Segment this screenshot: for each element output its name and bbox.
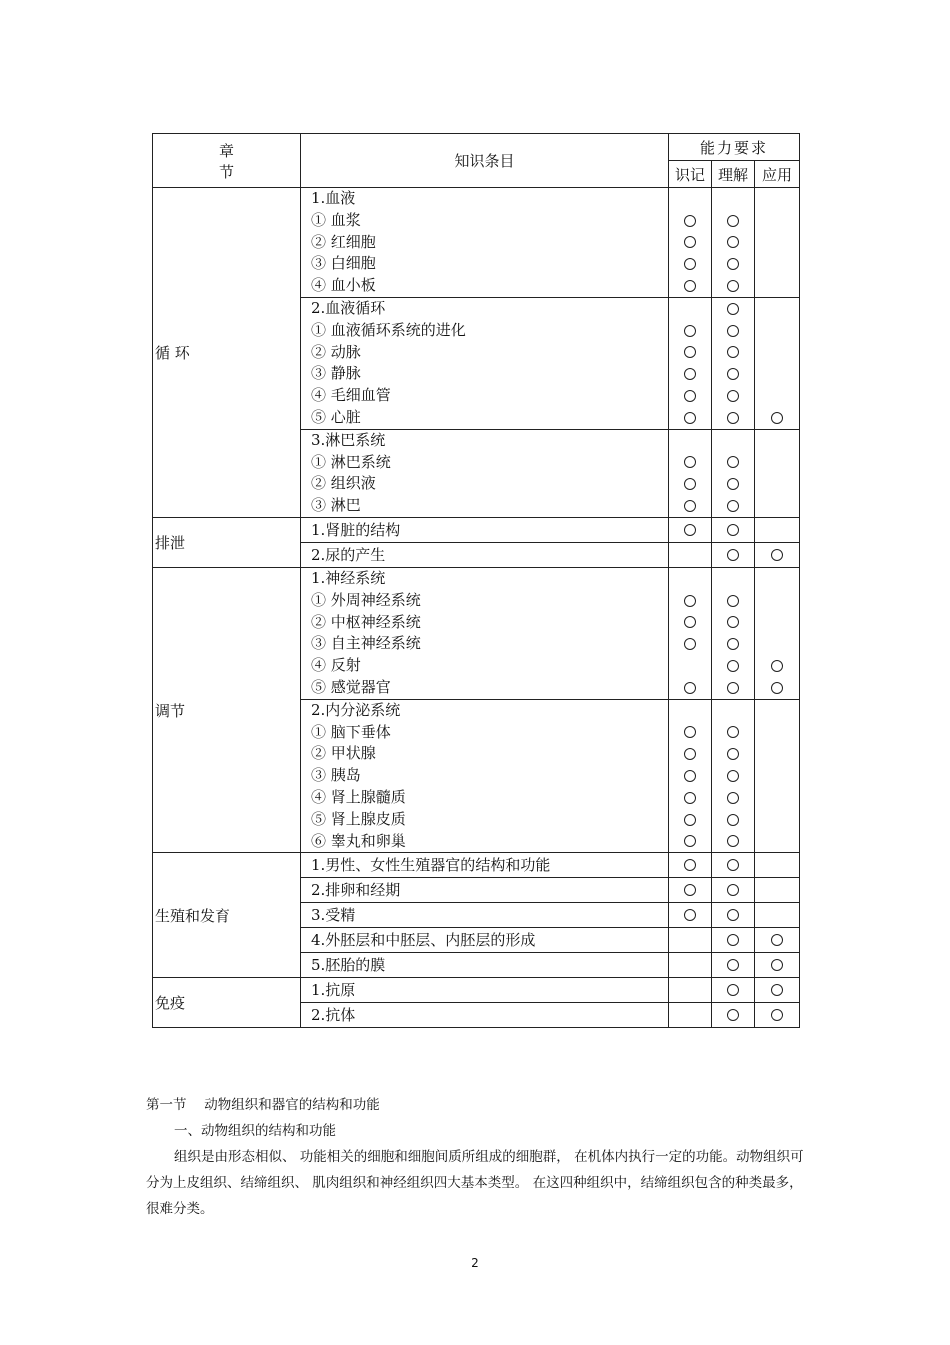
circle-mark-icon: [684, 456, 696, 468]
circle-mark-icon: [727, 595, 739, 607]
apply-mark-cell: [755, 903, 800, 928]
circle-mark-icon: [771, 1009, 783, 1021]
knowledge-item: ① 淋巴系统: [311, 452, 391, 471]
circle-mark-icon: [727, 524, 739, 536]
circle-mark-icon: [771, 549, 783, 561]
knowledge-item: 2.抗体: [311, 1006, 356, 1025]
understand-mark: [712, 903, 754, 927]
knowledge-item: ④ 毛细血管: [311, 386, 391, 405]
header-apply: 应用: [755, 161, 800, 188]
memorize-mark: [669, 1003, 711, 1027]
circle-mark-icon: [684, 258, 696, 270]
apply-mark-cell: [755, 978, 800, 1003]
table-body: [153, 188, 800, 1028]
circle-mark-icon: [727, 835, 739, 847]
understand-mark: [712, 700, 754, 722]
understand-mark-cell: [712, 853, 755, 878]
memorize-mark: [669, 385, 711, 407]
circle-mark-icon: [771, 984, 783, 996]
table-row: [153, 978, 800, 1003]
memorize-mark-cell: [669, 928, 712, 953]
knowledge-item-cell: [301, 517, 669, 542]
apply-mark-cell: [755, 188, 800, 298]
knowledge-item-cell: [301, 978, 669, 1003]
circle-mark-icon: [727, 682, 739, 694]
understand-mark: [712, 655, 754, 677]
understand-mark: [712, 253, 754, 275]
apply-mark: [755, 210, 799, 232]
apply-mark: [755, 612, 799, 634]
memorize-mark: [669, 978, 711, 1002]
apply-mark: [755, 590, 799, 612]
knowledge-item-cell: [301, 853, 669, 878]
circle-mark-icon: [684, 412, 696, 424]
knowledge-item: ③ 胰岛: [311, 766, 361, 785]
apply-mark: [755, 1003, 799, 1027]
subsection-heading: 一、动物组织的结构和功能: [174, 1123, 336, 1139]
knowledge-item: ⑥ 睾丸和卵巢: [311, 831, 406, 850]
circle-mark-icon: [727, 303, 739, 315]
understand-mark-cell: [712, 429, 755, 517]
ability-requirements-table: [152, 133, 800, 1028]
apply-mark: [755, 385, 799, 407]
circle-mark-icon: [727, 412, 739, 424]
header-chapter: 章节: [153, 134, 301, 188]
knowledge-item: ② 动脉: [311, 342, 361, 361]
memorize-mark: [669, 655, 711, 677]
apply-mark-cell: [755, 878, 800, 903]
group-title: 3.淋巴系统: [311, 430, 386, 449]
apply-mark: [755, 473, 799, 495]
section-heading: 第一节 动物组织和器官的结构和功能: [146, 1097, 380, 1113]
memorize-mark: [669, 298, 711, 320]
knowledge-group: [301, 699, 669, 853]
knowledge-item: 2.排卵和经期: [311, 881, 401, 900]
circle-mark-icon: [684, 500, 696, 512]
apply-mark-cell: [755, 542, 800, 567]
knowledge-item: ④ 血小板: [311, 276, 376, 295]
circle-mark-icon: [727, 456, 739, 468]
group-title: 2.血液循环: [311, 298, 386, 317]
understand-mark: [712, 363, 754, 385]
circle-mark-icon: [727, 478, 739, 490]
memorize-mark-cell: [669, 542, 712, 567]
understand-mark-cell: [712, 953, 755, 978]
understand-mark: [712, 473, 754, 495]
understand-mark: [712, 543, 754, 567]
apply-mark: [755, 495, 799, 517]
circle-mark-icon: [684, 325, 696, 337]
chapter-name: 生殖和发育: [153, 853, 301, 978]
apply-mark: [755, 518, 799, 542]
circle-mark-icon: [727, 390, 739, 402]
chapter-name: 排泄: [153, 517, 301, 567]
apply-mark: [755, 363, 799, 385]
memorize-mark: [669, 853, 711, 877]
paragraph: 组织是由形态相似、 功能相关的细胞和细胞间质所组成的细胞群， 在机体内执行一定的功能。动物组织可分为上皮组织、结缔组织、 肌肉组织和神经组织四大基本类型。 在这四种组织中，结缔组织包含的种类最多，很难分类。: [146, 1149, 804, 1217]
knowledge-item: ② 组织液: [311, 474, 376, 493]
understand-mark: [712, 722, 754, 744]
understand-mark: [712, 743, 754, 765]
memorize-mark: [669, 452, 711, 474]
knowledge-item-cell: [301, 878, 669, 903]
apply-mark: [755, 853, 799, 877]
memorize-mark-cell: [669, 517, 712, 542]
memorize-mark: [669, 633, 711, 655]
apply-mark: [755, 878, 799, 902]
circle-mark-icon: [727, 236, 739, 248]
memorize-mark: [669, 568, 711, 590]
memorize-mark-cell: [669, 903, 712, 928]
circle-mark-icon: [727, 325, 739, 337]
circle-mark-icon: [727, 748, 739, 760]
apply-mark: [755, 430, 799, 452]
memorize-mark: [669, 878, 711, 902]
understand-mark: [712, 430, 754, 452]
circle-mark-icon: [684, 748, 696, 760]
apply-mark: [755, 253, 799, 275]
understand-mark: [712, 953, 754, 977]
memorize-mark-cell: [669, 1003, 712, 1028]
apply-mark-cell: [755, 853, 800, 878]
apply-mark-cell: [755, 953, 800, 978]
understand-mark: [712, 568, 754, 590]
memorize-mark: [669, 700, 711, 722]
table-row: [153, 517, 800, 542]
circle-mark-icon: [684, 814, 696, 826]
understand-mark: [712, 452, 754, 474]
memorize-mark: [669, 743, 711, 765]
circle-mark-icon: [771, 660, 783, 672]
understand-mark: [712, 275, 754, 297]
knowledge-item: 3.受精: [311, 906, 356, 925]
memorize-mark: [669, 407, 711, 429]
circle-mark-icon: [684, 390, 696, 402]
circle-mark-icon: [684, 368, 696, 380]
understand-mark: [712, 232, 754, 254]
circle-mark-icon: [684, 859, 696, 871]
circle-mark-icon: [771, 682, 783, 694]
knowledge-group: [301, 429, 669, 517]
understand-mark: [712, 928, 754, 952]
knowledge-item: ② 甲状腺: [311, 744, 376, 763]
circle-mark-icon: [771, 934, 783, 946]
apply-mark: [755, 407, 799, 429]
understand-mark: [712, 188, 754, 210]
circle-mark-icon: [727, 280, 739, 292]
header-memorize: 识记: [669, 161, 712, 188]
knowledge-item: ① 血浆: [311, 210, 361, 229]
knowledge-item-cell: [301, 1003, 669, 1028]
understand-mark: [712, 787, 754, 809]
understand-mark-cell: [712, 978, 755, 1003]
knowledge-item: ① 血液循环系统的进化: [311, 320, 466, 339]
understand-mark: [712, 853, 754, 877]
circle-mark-icon: [727, 859, 739, 871]
memorize-mark: [669, 612, 711, 634]
memorize-mark: [669, 232, 711, 254]
memorize-mark: [669, 543, 711, 567]
circle-mark-icon: [684, 346, 696, 358]
apply-mark: [755, 543, 799, 567]
chapter-name: 循 环: [153, 188, 301, 518]
apply-mark: [755, 953, 799, 977]
group-title: 1.血液: [311, 189, 356, 207]
knowledge-item: 1.肾脏的结构: [311, 520, 401, 539]
knowledge-item: ① 脑下垂体: [311, 722, 391, 741]
understand-mark: [712, 518, 754, 542]
knowledge-item: ③ 淋巴: [311, 496, 361, 515]
circle-mark-icon: [727, 346, 739, 358]
memorize-mark-cell: [669, 297, 712, 429]
memorize-mark: [669, 677, 711, 699]
apply-mark: [755, 452, 799, 474]
memorize-mark: [669, 831, 711, 853]
apply-mark-cell: [755, 1003, 800, 1028]
memorize-mark: [669, 953, 711, 977]
apply-mark-cell: [755, 429, 800, 517]
understand-mark: [712, 407, 754, 429]
circle-mark-icon: [684, 595, 696, 607]
circle-mark-icon: [727, 814, 739, 826]
understand-mark: [712, 590, 754, 612]
circle-mark-icon: [727, 1009, 739, 1021]
memorize-mark: [669, 342, 711, 364]
understand-mark: [712, 809, 754, 831]
knowledge-item-cell: [301, 928, 669, 953]
understand-mark-cell: [712, 1003, 755, 1028]
apply-mark: [755, 831, 799, 853]
memorize-mark: [669, 590, 711, 612]
circle-mark-icon: [727, 660, 739, 672]
memorize-mark: [669, 210, 711, 232]
circle-mark-icon: [684, 236, 696, 248]
header-ability: 能力要求: [669, 134, 800, 161]
circle-mark-icon: [684, 682, 696, 694]
circle-mark-icon: [727, 726, 739, 738]
understand-mark-cell: [712, 878, 755, 903]
understand-mark: [712, 878, 754, 902]
knowledge-item: ② 红细胞: [311, 232, 376, 251]
knowledge-item: ② 中枢神经系统: [311, 612, 421, 631]
circle-mark-icon: [727, 884, 739, 896]
knowledge-item: ③ 自主神经系统: [311, 634, 421, 653]
understand-mark-cell: [712, 517, 755, 542]
chapter-name: 调节: [153, 567, 301, 852]
memorize-mark: [669, 928, 711, 952]
circle-mark-icon: [771, 412, 783, 424]
circle-mark-icon: [727, 934, 739, 946]
circle-mark-icon: [684, 524, 696, 536]
circle-mark-icon: [684, 909, 696, 921]
apply-mark: [755, 928, 799, 952]
understand-mark: [712, 633, 754, 655]
memorize-mark: [669, 430, 711, 452]
table-row: [153, 188, 800, 298]
memorize-mark: [669, 253, 711, 275]
knowledge-group: [301, 297, 669, 429]
circle-mark-icon: [684, 638, 696, 650]
circle-mark-icon: [684, 835, 696, 847]
understand-mark: [712, 765, 754, 787]
memorize-mark: [669, 320, 711, 342]
memorize-mark: [669, 495, 711, 517]
knowledge-item: ⑤ 心脏: [311, 407, 361, 426]
circle-mark-icon: [684, 280, 696, 292]
understand-mark: [712, 298, 754, 320]
apply-mark: [755, 320, 799, 342]
knowledge-item: ④ 反射: [311, 656, 361, 675]
understand-mark-cell: [712, 903, 755, 928]
knowledge-item-cell: [301, 953, 669, 978]
knowledge-item: 4.外胚层和中胚层、内胚层的形成: [311, 931, 536, 950]
memorize-mark-cell: [669, 429, 712, 517]
knowledge-item: ④ 肾上腺髓质: [311, 787, 406, 806]
knowledge-item: ① 外周神经系统: [311, 590, 421, 609]
understand-mark: [712, 978, 754, 1002]
understand-mark-cell: [712, 567, 755, 699]
memorize-mark-cell: [669, 953, 712, 978]
apply-mark: [755, 655, 799, 677]
knowledge-item: ③ 静脉: [311, 364, 361, 383]
knowledge-item-cell: [301, 903, 669, 928]
apply-mark: [755, 700, 799, 722]
knowledge-item: 2.尿的产生: [311, 545, 386, 564]
understand-mark: [712, 342, 754, 364]
knowledge-item: 1.男性、女性生殖器官的结构和功能: [311, 856, 551, 875]
chapter-name: 免疫: [153, 978, 301, 1028]
apply-mark: [755, 765, 799, 787]
circle-mark-icon: [684, 884, 696, 896]
understand-mark: [712, 210, 754, 232]
apply-mark: [755, 722, 799, 744]
memorize-mark-cell: [669, 567, 712, 699]
knowledge-item: 1.抗原: [311, 981, 356, 1000]
understand-mark: [712, 495, 754, 517]
apply-mark: [755, 677, 799, 699]
apply-mark: [755, 978, 799, 1002]
circle-mark-icon: [684, 478, 696, 490]
memorize-mark: [669, 363, 711, 385]
header-understand: 理解: [712, 161, 755, 188]
circle-mark-icon: [727, 215, 739, 227]
apply-mark: [755, 903, 799, 927]
memorize-mark: [669, 518, 711, 542]
memorize-mark: [669, 765, 711, 787]
apply-mark: [755, 743, 799, 765]
apply-mark: [755, 232, 799, 254]
circle-mark-icon: [727, 792, 739, 804]
knowledge-group: [301, 567, 669, 699]
memorize-mark-cell: [669, 699, 712, 853]
memorize-mark-cell: [669, 188, 712, 298]
apply-mark: [755, 787, 799, 809]
memorize-mark: [669, 787, 711, 809]
understand-mark: [712, 831, 754, 853]
circle-mark-icon: [684, 770, 696, 782]
apply-mark-cell: [755, 567, 800, 699]
knowledge-item: ⑤ 肾上腺皮质: [311, 809, 406, 828]
understand-mark-cell: [712, 188, 755, 298]
circle-mark-icon: [727, 500, 739, 512]
page-number: 2: [471, 1256, 479, 1270]
circle-mark-icon: [684, 215, 696, 227]
memorize-mark-cell: [669, 853, 712, 878]
header-item: 知识条目: [301, 134, 669, 188]
circle-mark-icon: [727, 549, 739, 561]
body-text: [146, 1092, 806, 1222]
memorize-mark-cell: [669, 978, 712, 1003]
apply-mark: [755, 298, 799, 320]
table-row: [153, 567, 800, 699]
memorize-mark: [669, 473, 711, 495]
circle-mark-icon: [684, 726, 696, 738]
apply-mark: [755, 188, 799, 210]
circle-mark-icon: [727, 770, 739, 782]
understand-mark: [712, 612, 754, 634]
circle-mark-icon: [727, 616, 739, 628]
apply-mark-cell: [755, 928, 800, 953]
group-title: 2.内分泌系统: [311, 700, 401, 719]
circle-mark-icon: [771, 959, 783, 971]
knowledge-item: ⑤ 感觉器官: [311, 677, 391, 696]
group-title: 1.神经系统: [311, 568, 386, 587]
circle-mark-icon: [727, 984, 739, 996]
apply-mark: [755, 633, 799, 655]
circle-mark-icon: [727, 959, 739, 971]
circle-mark-icon: [684, 792, 696, 804]
apply-mark: [755, 342, 799, 364]
understand-mark-cell: [712, 542, 755, 567]
understand-mark-cell: [712, 928, 755, 953]
understand-mark: [712, 677, 754, 699]
knowledge-item: ③ 白细胞: [311, 254, 376, 273]
understand-mark-cell: [712, 699, 755, 853]
knowledge-group: [301, 188, 669, 298]
memorize-mark: [669, 722, 711, 744]
circle-mark-icon: [684, 616, 696, 628]
understand-mark: [712, 385, 754, 407]
apply-mark-cell: [755, 297, 800, 429]
knowledge-item-cell: [301, 542, 669, 567]
knowledge-item: 5.胚胎的膜: [311, 956, 386, 975]
apply-mark-cell: [755, 517, 800, 542]
memorize-mark: [669, 188, 711, 210]
memorize-mark: [669, 809, 711, 831]
understand-mark: [712, 1003, 754, 1027]
circle-mark-icon: [727, 638, 739, 650]
circle-mark-icon: [727, 368, 739, 380]
circle-mark-icon: [727, 258, 739, 270]
apply-mark: [755, 275, 799, 297]
understand-mark: [712, 320, 754, 342]
memorize-mark: [669, 903, 711, 927]
understand-mark-cell: [712, 297, 755, 429]
apply-mark-cell: [755, 699, 800, 853]
table-row: [153, 853, 800, 878]
apply-mark: [755, 809, 799, 831]
apply-mark: [755, 568, 799, 590]
circle-mark-icon: [727, 909, 739, 921]
memorize-mark: [669, 275, 711, 297]
memorize-mark-cell: [669, 878, 712, 903]
